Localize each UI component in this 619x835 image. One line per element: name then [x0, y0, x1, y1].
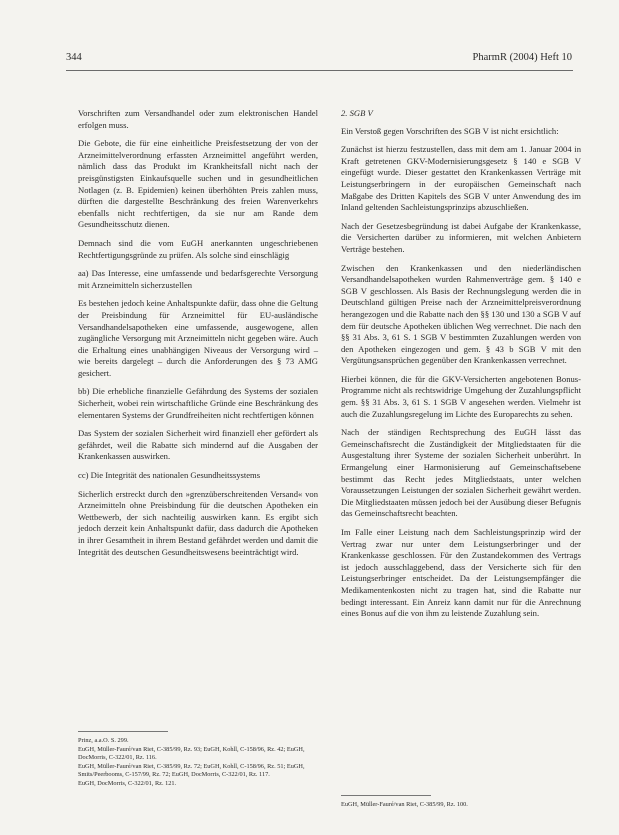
footnotes-right — [341, 795, 581, 810]
footnote-rule — [78, 731, 168, 732]
footnote: EuGH, Müller-Fauré/van Riet, C-385/99, Rz. 100. — [341, 801, 468, 808]
header-rule — [66, 70, 573, 71]
paragraph: Im Falle einer Leistung nach dem Sachleistungsprinzip wird der Vertrag zwar nur unter dem Leistungserbringer und der Krankenkasse geschlossen. Für den Zustandekommen des Vertrags ist jedoch ausschlaggebend, dass der Versicherte sich für den Leistungserbringer entscheidet. Da der Leistungsempfänger die Medikamentenkosten nicht zu tragen hat, sind die Rabatte nur bedingt interessant. Ein Anreiz kann damit nur für die Anrechnung eines Bonus auf die von ihm zu leistende Zuzahlung sein. — [341, 527, 581, 619]
left-column — [78, 108, 318, 565]
paragraph: Demnach sind die vom EuGH anerkannten ungeschriebenen Rechtfertigungsgründe zu prüfen. Als solche sind einschlägig — [78, 237, 318, 260]
page-number: 344 — [66, 52, 82, 63]
paragraph: Nach der ständigen Rechtsprechung des EuGH lässt das Gemeinschaftsrecht die Zuständigkeit der Mitgliedstaaten für die Ausgestaltung ihrer Systeme der sozialen Sicherheit unberührt. In Ermangelung einer Harmonisierung auf Gemeinschaftsebene bestimmt das Recht jedes Mitgliedstaats, unter welchen Voraussetzungen Leistungen der sozialen Sicherheit gewährt werden. Die Mitgliedstaaten müssen jedoch bei der Ausübung dieser Befugnis das Gemeinschaftsrecht beachten. — [341, 427, 581, 519]
paragraph: Es bestehen jedoch keine Anhaltspunkte dafür, dass ohne die Geltung der Preisbindung für Arzneimittel für EU-ausländische Versandhandelsapotheken eine umfassende, ausgewogene, allen zugängliche Versorgung mit Arzneimitteln nicht gegeben wäre. Auch die Erhaltung eines unabhängigen Niveaus der Versorgung wird – wie bereits dargelegt – durch die Anforderungen des § 73 AMG gesichert. — [78, 298, 318, 378]
subheading: cc) Die Integrität des nationalen Gesundheitssystems — [78, 470, 261, 481]
footnotes-left — [78, 731, 318, 790]
footnote: EuGH, Müller-Fauré/van Riet, C-385/99, Rz. 72; EuGH, Kohll, C-158/96, Rz. 51; EuGH, Smits/Peerbooms, C-157/99, Rz. 72; EuGH, DocMorris, C-322/01, Rz. 117. — [78, 763, 305, 779]
paragraph: Nach der Gesetzesbegründung ist dabei Aufgabe der Krankenkasse, die Versicherten darüber zu informieren, mit welchen Anbietern Verträge bestehen. — [341, 220, 581, 254]
paragraph: Ein Verstoß gegen Vorschriften des SGB V ist nicht ersichtlich: — [341, 125, 559, 136]
subheading: bb) Die erhebliche finanzielle Gefährdung des Systems der sozialen Sicherheit, wobei rein wirtschaftliche Gründe eine Beschränkung des elementaren Systems der Grundfreiheiten nicht rechtfertigen können — [78, 386, 318, 420]
footnote: EuGH, Müller-Fauré/van Riet, C-385/99, Rz. 93; EuGH, Kohll, C-158/96, Rz. 42; EuGH, DocMorris, C-322/01, Rz. 116. — [78, 746, 305, 762]
journal-reference: PharmR (2004) Heft 10 — [472, 52, 572, 63]
paragraph: Das System der sozialen Sicherheit wird finanziell eher gefördert als gefährdet, weil die Rabatte sich mindernd auf die Ausgaben der Krankenkassen auswirken. — [78, 428, 318, 462]
paragraph: Vorschriften zum Versandhandel oder zum elektronischen Handel erfolgen muss. — [78, 108, 318, 130]
footnote-rule — [341, 795, 431, 796]
paragraph: Hierbei können, die für die GKV-Versicherten angebotenen Bonus-Programme nicht als rechtswidrige Umgehung der Zuzahlungspflicht gem. §§ 31 Abs. 3, 61 S. 1 SGB V angesehen werden. Vielmehr ist auch die Zuzahlungsregelung im Lichte des Europarechts zu sehen. — [341, 373, 581, 419]
footnote: EuGH, DocMorris, C-322/01, Rz. 121. — [78, 780, 177, 788]
subheading: aa) Das Interesse, eine umfassende und bedarfsgerechte Versorgung mit Arzneimitteln sicherzustellen — [78, 268, 318, 290]
section-heading: 2. SGB V — [341, 108, 373, 118]
paragraph: Sicherlich erstreckt durch den »grenzüberschreitenden Versand« von Arzneimitteln ohne Preisbindung für die deutschen Apotheken ein Wettbewerb, der sich nachteilig auswirken kann. Es ergibt sich jedoch derzeit kein Anhaltspunkt dafür, dass dadurch die Apotheken in ihrer Gesamtheit in ihrem Bestand gefährdet werden und damit die Integrität des deutschen Gesundheitswesens beeinträchtigt wird. — [78, 488, 318, 557]
paragraph: Zunächst ist hierzu festzustellen, dass mit dem am 1. Januar 2004 in Kraft getretenen GKV-Modernisierungsgesetz § 140 e SGB V eingefügt wurde. Dieser gestattet den Krankenkassen Verträge mit Leistungserbringern in der europäischen Gemeinschaft nach Maßgabe des Dritten Kapitels des SGB V unter Anwendung des im Inland geltenden Sachleistungsprinzips abzuschließen. — [341, 144, 581, 213]
paragraph: Zwischen den Krankenkassen und den niederländischen Versandhandelsapotheken wurden Rahmenverträge gem. § 140 e SGB V geschlossen. Als Basis der Rechnungslegung werden die in Deutschland gültigen Preise nach der Arzneimittelpreisverordnung herangezogen und die Rabatte nach den §§ 130 und 130 a SGB V auf dem für deutsche Apotheken üblichen Weg verrechnet. Die nach den §§ 31 Abs. 3, 61 S. 1 SGB V bestimmten Zuzahlungen werden von den Apotheken eingezogen und gem. § 43 b SGB V mit den Vergütungsansprüchen gegenüber den Krankenkassen verrechnet. — [341, 262, 581, 366]
footnote: Prinz, a.a.O. S. 299. — [78, 737, 129, 744]
paragraph: Die Gebote, die für eine einheitliche Preisfestsetzung der von der Arzneimittelverordnung erfassten Arzneimittel angeführt werden, nämlich dass das Produkt im Krankheitsfall nicht nach der preisgünstigsten Einkaufsquelle suchen und in gesundheitlichen Notlagen (z. B. Epidemien) keinen überhöhten Preis zahlen muss, dürften die dargestellte Beschränkung des freien Warenverkehrs ebenfalls nicht rechtfertigen, da sie nur am Rande dem Gesundheitsschutz dienen. — [78, 138, 318, 230]
right-column — [341, 108, 581, 627]
